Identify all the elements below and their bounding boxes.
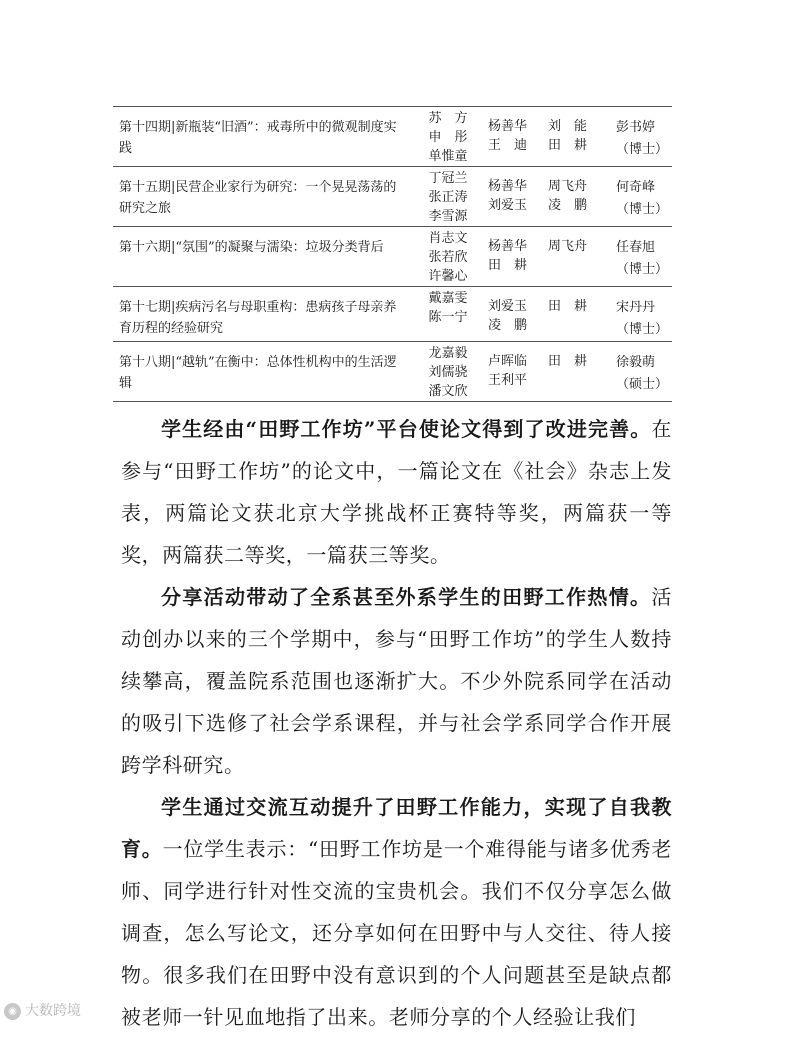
session-title: 第十八期|“越轨”在衡中：总体性机构中的生活逻辑 [119,355,397,391]
discussant-line: 宋丹丹 [616,300,656,315]
presenter-name: 张若欣 [428,250,468,265]
discussant-line: （硕士） [616,377,669,392]
presenter-name: 张正涛 [428,190,468,205]
tutor-line [488,256,616,275]
discussant-cell [616,342,672,402]
paragraph [121,408,672,576]
discussant-line: 彭书婷 [616,120,656,135]
session-title: 第十四期|新瓶装“旧酒”：戒毒所中的微观制度实践 [119,120,397,156]
paragraph-body: 一位学生表示：“田野工作坊是一个难得能与诸多优秀老师、同学进行针对性交流的宝贵机会。我们不仅分享怎么做调查，怎么写论文，还分享如何在田野中与人交往、待人接物。很多我们在田野中没有意识到的个人问题甚至是缺点都被老师一针见血地指了出来。老师分享的个人经验让我们 [121,837,672,1029]
tutor-name: 王 迪 [488,138,528,153]
session-title: 第十五期|民营企业家行为研究：一个晃晃荡荡的研究之旅 [119,180,397,216]
seminar-table [113,106,672,402]
table-row [113,227,672,287]
tutors-cell [484,107,616,167]
tutor-name: 刘爱玉 [488,299,528,314]
tutor-name: 周飞舟 [548,179,588,194]
discussant-line: 任春旭 [616,240,656,255]
presenter-name: 单惟童 [428,149,468,164]
table-row [113,167,672,227]
tutor-name: 周飞舟 [548,239,588,254]
paragraph [121,786,672,1038]
tutor-name: 杨善华 [488,119,528,134]
tutor-line [488,117,616,136]
paragraph [121,576,672,786]
discussant-cell [616,287,672,342]
tutor-name: 刘爱玉 [488,198,528,213]
tutors-cell [484,167,616,227]
tutor-line [488,136,616,155]
presenter-name: 李雪源 [428,209,468,224]
tutor-line [488,196,616,215]
discussant-line: （博士） [616,142,669,157]
tutor-name: 卢晖临 [488,354,528,369]
presenter-name: 申 彤 [428,130,468,145]
tutor-line [488,177,616,196]
tutor-name: 田 耕 [488,258,528,273]
paragraph-lead: 学生经由“田野工作坊”平台使论文得到了改进完善。 [161,417,652,441]
tutor-name: 田 耕 [548,299,588,314]
discussant-cell [616,107,672,167]
table-row [113,107,672,167]
discussant-line: （博士） [616,202,669,217]
discussant-line: 何奇峰 [616,180,656,195]
paragraph-body: 在参与“田野工作坊”的论文中，一篇论文在《社会》杂志上发表，两篇论文获北京大学挑战杯正赛特等奖，两篇获一等奖，两篇获二等奖，一篇获三等奖。 [121,417,672,567]
presenter-name: 陈一宁 [428,310,468,325]
session-title: 第十七期|疾病污名与母职重构：患病孩子母亲养育历程的经验研究 [119,300,397,336]
table-row [113,287,672,342]
body-text [121,408,672,1038]
presenter-name: 许馨心 [428,269,468,284]
watermark [4,1000,81,1020]
camera-logo-icon: ◉ [4,1003,21,1020]
paragraph-lead: 分享活动带动了全系甚至外系学生的田野工作热情。 [161,585,652,609]
presenters-cell [412,287,484,342]
presenter-name: 潘文欣 [428,384,468,399]
discussant-line: （博士） [616,322,669,337]
presenter-name: 戴嘉雯 [428,291,468,306]
tutor-name: 杨善华 [488,239,528,254]
tutor-name: 凌 鹏 [488,318,528,333]
presenter-name: 肖志文 [428,231,468,246]
tutor-line [488,352,616,371]
discussant-cell [616,167,672,227]
session-title: 第十六期|“氛围”的凝聚与濡染：垃圾分类背后 [119,240,384,255]
tutor-name: 杨善华 [488,179,528,194]
tutor-line [488,316,616,335]
discussant-line: 徐毅萌 [616,355,656,370]
tutor-name: 王利平 [488,373,528,388]
presenter-name: 苏 方 [428,111,468,126]
paragraph-lead: 学生通过交流互动提升了田野工作能力，实现了自我教育。 [121,795,672,861]
tutor-name: 凌 鹏 [548,198,588,213]
presenter-name: 刘儒骁 [428,365,468,380]
tutors-cell [484,227,616,287]
tutors-cell [484,287,616,342]
discussant-line: （博士） [616,262,669,277]
table-row [113,342,672,402]
presenters-cell [412,342,484,402]
tutors-cell [484,342,616,402]
tutor-line [488,237,616,256]
discussant-cell [616,227,672,287]
paragraph-body: 活动创办以来的三个学期中，参与“田野工作坊”的学生人数持续攀高，覆盖院系范围也逐渐扩大。不少外院系同学在活动的吸引下选修了社会学系课程，并与社会学系同学合作开展跨学科研究。 [121,585,672,777]
presenter-name: 龙嘉毅 [428,346,468,361]
tutor-name: 刘 能 [548,119,588,134]
presenters-cell [412,167,484,227]
tutor-name: 田 耕 [548,138,588,153]
presenter-name: 丁冠兰 [428,171,468,186]
tutor-line [488,297,616,316]
presenters-cell [412,107,484,167]
tutor-line [488,371,616,390]
tutor-name: 田 耕 [548,354,588,369]
presenters-cell [412,227,484,287]
watermark-text: 大数跨境 [25,1003,81,1019]
